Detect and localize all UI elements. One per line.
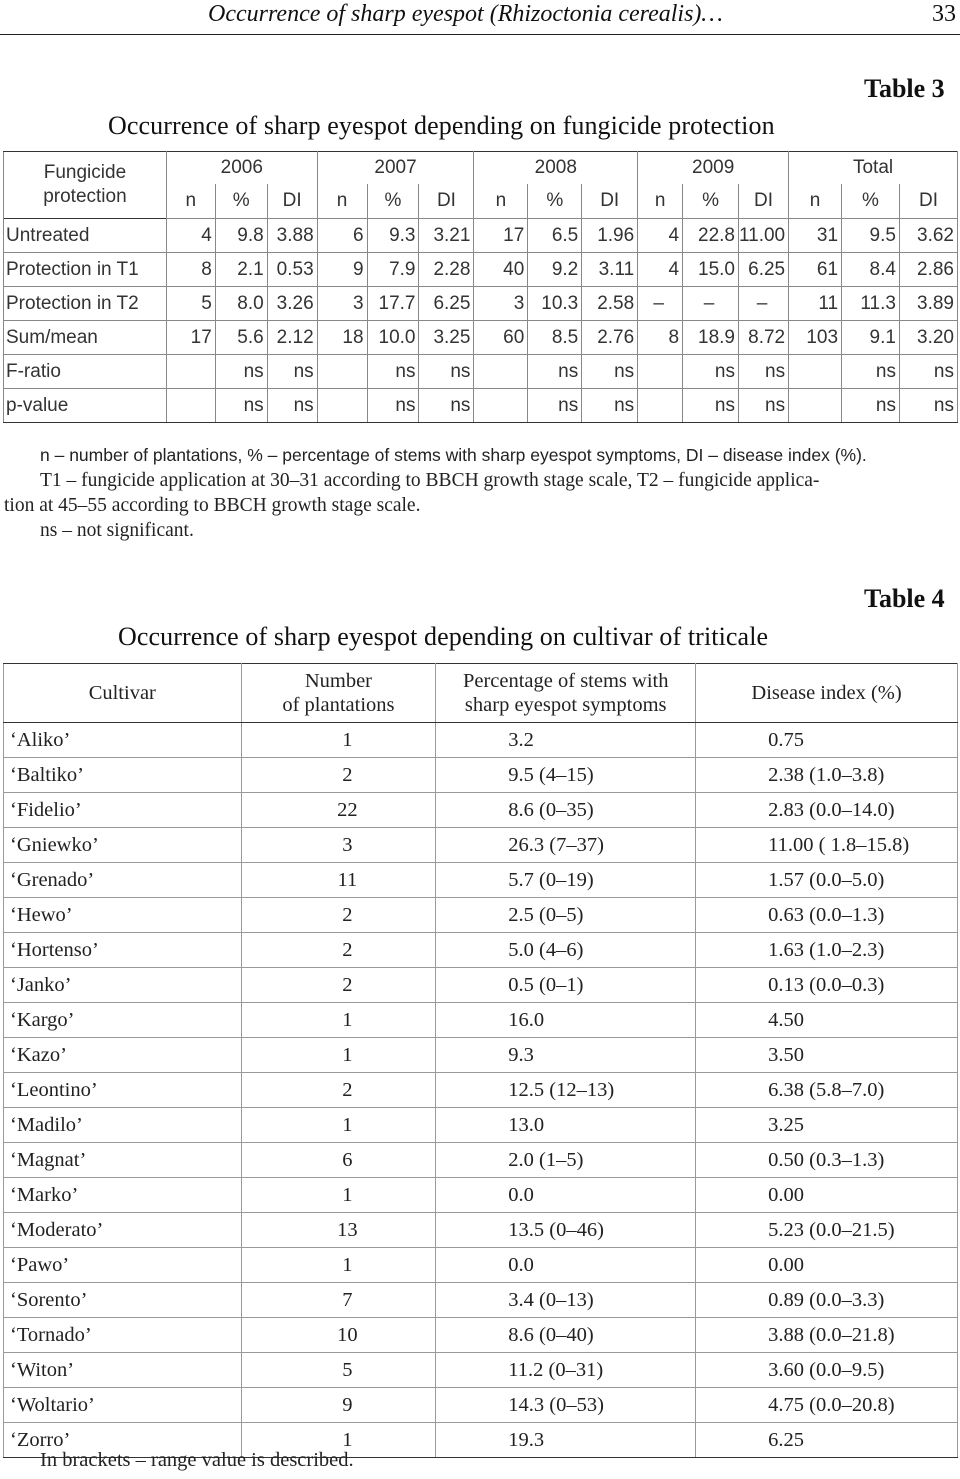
table4-disease-index-cell: 2.83 (0.0–14.0): [696, 793, 958, 828]
table3-cell: 4: [638, 253, 683, 287]
table3-cell: ns: [842, 389, 900, 423]
table4-percentage-cell: 0.0: [436, 1178, 696, 1213]
table3-cell: 2.1: [215, 253, 267, 287]
table4-row: [4, 933, 958, 968]
table4-row: [4, 758, 958, 793]
table4-header-row: [4, 664, 958, 723]
table3-row-label: Protection in T2: [4, 287, 167, 321]
table3-cell: 6: [317, 219, 367, 253]
table3-cell: ns: [683, 389, 739, 423]
table3-cell: ns: [683, 355, 739, 389]
table3-subheader: n: [474, 184, 528, 219]
table3-row: [4, 355, 958, 389]
table3-cell: 10.3: [528, 287, 582, 321]
table3-row-label: F-ratio: [4, 355, 167, 389]
table3-cell: ns: [215, 389, 267, 423]
table3-subheader: DI: [582, 184, 638, 219]
table4-cultivar-cell: ‘Kargo’: [4, 1003, 242, 1038]
table4-disease-index-cell: 5.23 (0.0–21.5): [696, 1213, 958, 1248]
table3-row: [4, 389, 958, 423]
table3-cell: 9.1: [842, 321, 900, 355]
table3-cell: [638, 355, 683, 389]
table4-plantations-cell: 1: [241, 1178, 436, 1213]
table4-disease-index-cell: 0.00: [696, 1178, 958, 1213]
table3-cell: ns: [215, 355, 267, 389]
table3-cell: 10.0: [367, 321, 419, 355]
table3-row: [4, 321, 958, 355]
table3-cell: ns: [419, 355, 474, 389]
table4-percentage-cell: 16.0: [436, 1003, 696, 1038]
table3-cell: 2.76: [582, 321, 638, 355]
table4-plantations-cell: 1: [241, 1423, 436, 1458]
table3-subheader: n: [166, 184, 215, 219]
table3-cell: 3.62: [899, 219, 957, 253]
table3-cell: ns: [528, 389, 582, 423]
table4-cultivar-cell: ‘Tornado’: [4, 1318, 242, 1353]
table4-header-percentage-line2: sharp eyespot symptoms: [464, 694, 667, 716]
table3-notes: [4, 443, 956, 543]
table4-header-percentage: [436, 664, 696, 723]
table3-year-header: Total: [789, 152, 958, 185]
table4-percentage-cell: 26.3 (7–37): [436, 828, 696, 863]
table3-cell: 7.9: [367, 253, 419, 287]
table4-cultivar-cell: ‘Leontino’: [4, 1073, 242, 1108]
table3-cell: 6.5: [528, 219, 582, 253]
table3-note-t1-t2-cont: tion at 45–55 according to BBCH growth stage scale.: [4, 495, 421, 516]
table3-cell: 2.86: [899, 253, 957, 287]
table3-caption: Occurrence of sharp eyespot depending on fungicide protection: [108, 111, 775, 140]
table4-cultivar-cell: ‘Witon’: [4, 1353, 242, 1388]
table4-disease-index-cell: 6.25: [696, 1423, 958, 1458]
table4-plantations-cell: 2: [241, 933, 436, 968]
table4-percentage-cell: 0.5 (0–1): [436, 968, 696, 1003]
table4-cultivar: [3, 663, 958, 1458]
table3-cell: 3.26: [267, 287, 317, 321]
table3-cell: 5.6: [215, 321, 267, 355]
table3-year-header: 2006: [166, 152, 317, 185]
table3-cell: ns: [899, 355, 957, 389]
table3-cell: 8.4: [842, 253, 900, 287]
table4-row: [4, 828, 958, 863]
table4-header-cultivar: Cultivar: [4, 664, 242, 723]
table3-cell: 2.28: [419, 253, 474, 287]
table4-cultivar-cell: ‘Gniewko’: [4, 828, 242, 863]
table4-disease-index-cell: 4.75 (0.0–20.8): [696, 1388, 958, 1423]
table4-plantations-cell: 1: [241, 1038, 436, 1073]
table3-note-abbreviations: n – number of plantations, % – percentage of stems with sharp eyespot symptoms, DI – disease index (%).: [40, 445, 867, 465]
table4-disease-index-cell: 1.57 (0.0–5.0): [696, 863, 958, 898]
table4-percentage-cell: 13.0: [436, 1108, 696, 1143]
table4-plantations-cell: 2: [241, 1073, 436, 1108]
table4-plantations-cell: 6: [241, 1143, 436, 1178]
table4-disease-index-cell: 3.60 (0.0–9.5): [696, 1353, 958, 1388]
table4-percentage-cell: 2.0 (1–5): [436, 1143, 696, 1178]
table4-header-plantations: [241, 664, 436, 723]
table4-cultivar-cell: ‘Hewo’: [4, 898, 242, 933]
table3-cell: –: [683, 287, 739, 321]
table3-cell: 8.5: [528, 321, 582, 355]
table4-row: [4, 1388, 958, 1423]
table3-cell: 8: [166, 253, 215, 287]
table4-plantations-cell: 2: [241, 758, 436, 793]
table3-cell: 3.21: [419, 219, 474, 253]
table4-row: [4, 1318, 958, 1353]
table3-cell: ns: [738, 355, 788, 389]
table3-subheader: DI: [419, 184, 474, 219]
table4-percentage-cell: 2.5 (0–5): [436, 898, 696, 933]
table3-cell: ns: [582, 389, 638, 423]
table4-disease-index-cell: 6.38 (5.8–7.0): [696, 1073, 958, 1108]
table4-disease-index-cell: 0.63 (0.0–1.3): [696, 898, 958, 933]
table4-percentage-cell: 12.5 (12–13): [436, 1073, 696, 1108]
table3-cell: 9.3: [367, 219, 419, 253]
table3-cell: ns: [738, 389, 788, 423]
table3-cell: 1.96: [582, 219, 638, 253]
table4-disease-index-cell: 0.00: [696, 1248, 958, 1283]
table4-percentage-cell: 3.2: [436, 723, 696, 758]
table4-plantations-cell: 1: [241, 723, 436, 758]
table3-cell: ns: [528, 355, 582, 389]
table4-header-plantations-line2: of plantations: [282, 694, 395, 716]
table3-cell: 3.11: [582, 253, 638, 287]
table4-cultivar-cell: ‘Zorro’: [4, 1423, 242, 1458]
table4-row: [4, 793, 958, 828]
table4-row: [4, 1248, 958, 1283]
table3-cell: 3.20: [899, 321, 957, 355]
table3-year-header: 2009: [638, 152, 789, 185]
table4-cultivar-cell: ‘Magnat’: [4, 1143, 242, 1178]
table4-percentage-cell: 5.7 (0–19): [436, 863, 696, 898]
table4-row: [4, 1038, 958, 1073]
table3-subheader: n: [638, 184, 683, 219]
table3-subheader: DI: [267, 184, 317, 219]
table3-cell: 6.25: [738, 253, 788, 287]
table4-header-disease-index: Disease index (%): [696, 664, 958, 723]
table4-plantations-cell: 2: [241, 898, 436, 933]
table4-cultivar-cell: ‘Kazo’: [4, 1038, 242, 1073]
table3-cell: 31: [789, 219, 842, 253]
table3-cell: [166, 355, 215, 389]
table3-row-label: p-value: [4, 389, 167, 423]
table3-subheader: DI: [738, 184, 788, 219]
table3-corner-line1: Fungicide: [43, 162, 127, 183]
table3-cell: ns: [367, 355, 419, 389]
table3-cell: 17: [474, 219, 528, 253]
table3-cell: 60: [474, 321, 528, 355]
table4-disease-index-cell: 0.50 (0.3–1.3): [696, 1143, 958, 1178]
table4-percentage-cell: 9.3: [436, 1038, 696, 1073]
running-title: Occurrence of sharp eyespot (Rhizoctonia cerealis)…: [208, 1, 723, 27]
table3-cell: 18: [317, 321, 367, 355]
table3-subheader: n: [317, 184, 367, 219]
table3-year-header: 2007: [317, 152, 474, 185]
table3-cell: [474, 355, 528, 389]
table3-cell: ns: [582, 355, 638, 389]
table4-cultivar-cell: ‘Sorento’: [4, 1283, 242, 1318]
table3-row-label: Untreated: [4, 219, 167, 253]
table4-row: [4, 1073, 958, 1108]
table3-cell: [789, 355, 842, 389]
table4-note: In brackets – range value is described.: [40, 1449, 354, 1471]
table4-disease-index-cell: 3.25: [696, 1108, 958, 1143]
table3-cell: [317, 355, 367, 389]
table4-disease-index-cell: 0.89 (0.0–3.3): [696, 1283, 958, 1318]
table4-row: [4, 898, 958, 933]
table4-plantations-cell: 13: [241, 1213, 436, 1248]
table4-row: [4, 1353, 958, 1388]
table4-row: [4, 1283, 958, 1318]
table4-percentage-cell: 19.3: [436, 1423, 696, 1458]
table4-plantations-cell: 1: [241, 1108, 436, 1143]
table3-cell: 3: [474, 287, 528, 321]
table4-caption: Occurrence of sharp eyespot depending on cultivar of triticale: [118, 622, 769, 651]
table4-cultivar-cell: ‘Madilo’: [4, 1108, 242, 1143]
table4-cultivar-cell: ‘Pawo’: [4, 1248, 242, 1283]
table4-row: [4, 863, 958, 898]
table3-year-row: [4, 152, 958, 185]
table3-cell: [317, 389, 367, 423]
table3-cell: 3.25: [419, 321, 474, 355]
table3-fungicide-protection: [3, 151, 958, 423]
running-header: [0, 0, 960, 35]
table3-cell: 8.72: [738, 321, 788, 355]
table4-percentage-cell: 3.4 (0–13): [436, 1283, 696, 1318]
table3-cell: [638, 389, 683, 423]
table3-cell: 9.2: [528, 253, 582, 287]
table4-header-percentage-line1: Percentage of stems with: [462, 670, 669, 692]
table4-plantations-cell: 7: [241, 1283, 436, 1318]
table4-cultivar-cell: ‘Janko’: [4, 968, 242, 1003]
table4-row: [4, 1003, 958, 1038]
table4-plantations-cell: 1: [241, 1248, 436, 1283]
table4-percentage-cell: 8.6 (0–40): [436, 1318, 696, 1353]
table3-cell: 0.53: [267, 253, 317, 287]
table4-plantations-cell: 3: [241, 828, 436, 863]
table4-cultivar-cell: ‘Aliko’: [4, 723, 242, 758]
table4-disease-index-cell: 1.63 (1.0–2.3): [696, 933, 958, 968]
table3-cell: –: [738, 287, 788, 321]
table4-disease-index-cell: 2.38 (1.0–3.8): [696, 758, 958, 793]
table4-cultivar-cell: ‘Moderato’: [4, 1213, 242, 1248]
table4-plantations-cell: 10: [241, 1318, 436, 1353]
table3-cell: 11.3: [842, 287, 900, 321]
table3-subheader: %: [215, 184, 267, 219]
table3-cell: 4: [166, 219, 215, 253]
table3-cell: ns: [267, 355, 317, 389]
table4-disease-index-cell: 3.88 (0.0–21.8): [696, 1318, 958, 1353]
table3-row: [4, 219, 958, 253]
table4-percentage-cell: 5.0 (4–6): [436, 933, 696, 968]
table4-plantations-cell: 1: [241, 1003, 436, 1038]
table4-label: Table 4: [864, 584, 945, 613]
table3-cell: 5: [166, 287, 215, 321]
table4-percentage-cell: 11.2 (0–31): [436, 1353, 696, 1388]
table4-header-plantations-line1: Number: [304, 670, 373, 692]
table3-cell: 18.9: [683, 321, 739, 355]
table4-row: [4, 968, 958, 1003]
table3-year-header: 2008: [474, 152, 638, 185]
table3-cell: [789, 389, 842, 423]
table3-cell: 3: [317, 287, 367, 321]
table3-cell: 17.7: [367, 287, 419, 321]
table3-cell: ns: [842, 355, 900, 389]
table4-disease-index-cell: 4.50: [696, 1003, 958, 1038]
table3-row-label: Sum/mean: [4, 321, 167, 355]
table4-cultivar-cell: ‘Woltario’: [4, 1388, 242, 1423]
table4-plantations-cell: 2: [241, 968, 436, 1003]
table4-cultivar-cell: ‘Marko’: [4, 1178, 242, 1213]
table3-note-t1-t2: T1 – fungicide application at 30–31 according to BBCH growth stage scale, T2 – fungicide applica-: [40, 470, 820, 491]
table3-cell: 4: [638, 219, 683, 253]
table3-cell: –: [638, 287, 683, 321]
table3-cell: 8.0: [215, 287, 267, 321]
table4-row: [4, 1143, 958, 1178]
table3-subheader: %: [528, 184, 582, 219]
table3-cell: [166, 389, 215, 423]
table3-subheader: %: [683, 184, 739, 219]
table3-corner-line2: protection: [43, 186, 127, 207]
table3-cell: ns: [419, 389, 474, 423]
table3-subheader: n: [789, 184, 842, 219]
table3-cell: 103: [789, 321, 842, 355]
table3-cell: 11.00: [738, 219, 788, 253]
table4-row: [4, 1213, 958, 1248]
table3-cell: ns: [367, 389, 419, 423]
table4-percentage-cell: 14.3 (0–53): [436, 1388, 696, 1423]
table3-cell: 17: [166, 321, 215, 355]
table3-cell: 8: [638, 321, 683, 355]
table3-cell: 9.8: [215, 219, 267, 253]
table4-cultivar-cell: ‘Grenado’: [4, 863, 242, 898]
table4-plantations-cell: 11: [241, 863, 436, 898]
table3-cell: 3.88: [267, 219, 317, 253]
table3-row: [4, 287, 958, 321]
table4-percentage-cell: 9.5 (4–15): [436, 758, 696, 793]
table3-cell: 22.8: [683, 219, 739, 253]
table3-cell: 3.89: [899, 287, 957, 321]
table3-cell: 11: [789, 287, 842, 321]
table4-disease-index-cell: 0.13 (0.0–0.3): [696, 968, 958, 1003]
table3-cell: 15.0: [683, 253, 739, 287]
table4-row: [4, 1108, 958, 1143]
table3-subheader: %: [367, 184, 419, 219]
table4-cultivar-cell: ‘Hortenso’: [4, 933, 242, 968]
table3-cell: 40: [474, 253, 528, 287]
table3-cell: 61: [789, 253, 842, 287]
table4-row: [4, 1178, 958, 1213]
table3-cell: 2.12: [267, 321, 317, 355]
table3-cell: 6.25: [419, 287, 474, 321]
table4-percentage-cell: 0.0: [436, 1248, 696, 1283]
table3-note-ns: ns – not significant.: [40, 520, 194, 541]
table4-plantations-cell: 9: [241, 1388, 436, 1423]
table4-cultivar-cell: ‘Fidelio’: [4, 793, 242, 828]
table4-row: [4, 723, 958, 758]
table3-row: [4, 253, 958, 287]
table4-cultivar-cell: ‘Baltiko’: [4, 758, 242, 793]
table3-label: Table 3: [864, 74, 945, 103]
table3-row-label: Protection in T1: [4, 253, 167, 287]
table4-percentage-cell: 8.6 (0–35): [436, 793, 696, 828]
page-number: 33: [932, 1, 956, 27]
table3-cell: ns: [899, 389, 957, 423]
table3-cell: 9: [317, 253, 367, 287]
table4-plantations-cell: 22: [241, 793, 436, 828]
table3-subheader: %: [842, 184, 900, 219]
table4-disease-index-cell: 11.00 ( 1.8–15.8): [696, 828, 958, 863]
table3-corner-header: [4, 152, 167, 219]
table4-disease-index-cell: 3.50: [696, 1038, 958, 1073]
table4-disease-index-cell: 0.75: [696, 723, 958, 758]
table4-percentage-cell: 13.5 (0–46): [436, 1213, 696, 1248]
table3-cell: 9.5: [842, 219, 900, 253]
table3-cell: ns: [267, 389, 317, 423]
table3-subheader: DI: [899, 184, 957, 219]
table3-cell: 2.58: [582, 287, 638, 321]
table4-plantations-cell: 5: [241, 1353, 436, 1388]
table3-cell: [474, 389, 528, 423]
